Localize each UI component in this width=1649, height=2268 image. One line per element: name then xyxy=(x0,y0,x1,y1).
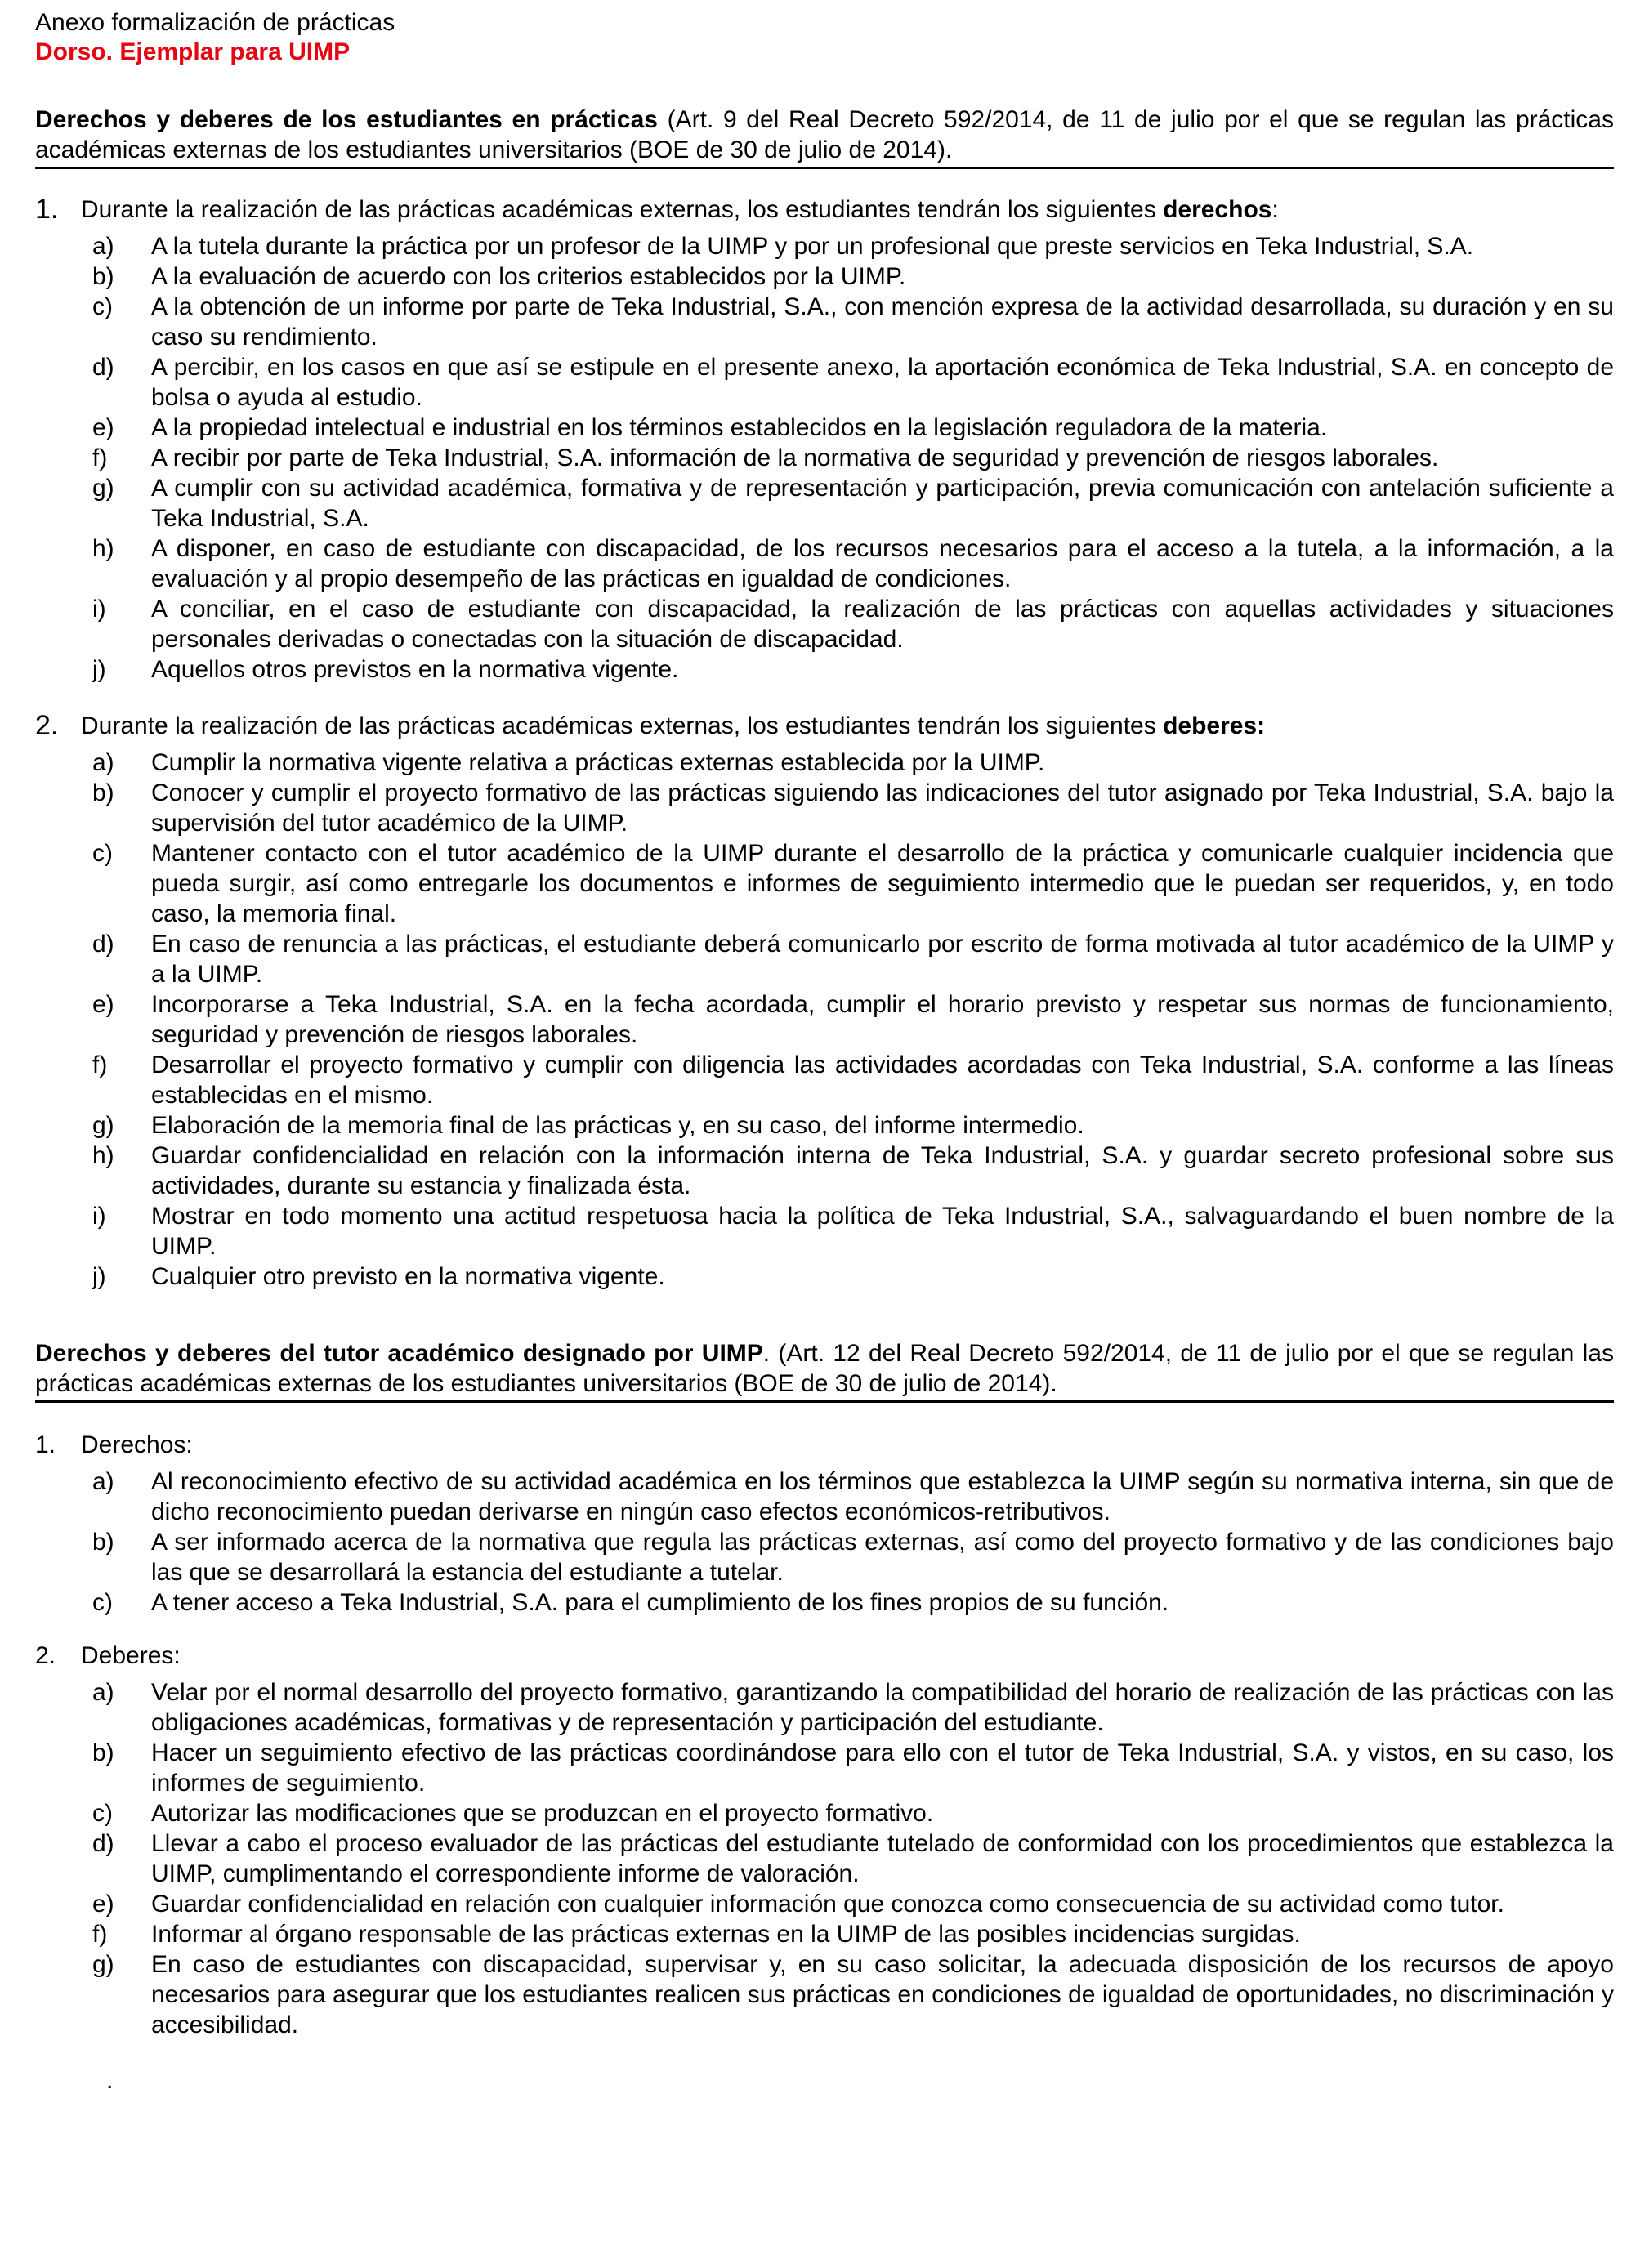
section-tutor-title: Derechos y deberes del tutor académico designado por UIMP xyxy=(35,1340,763,1367)
list-item xyxy=(35,1919,1614,1949)
item-text: A tener acceso a Teka Industrial, S.A. para el cumplimiento de los fines propios de su función. xyxy=(151,1589,1169,1616)
item-label: a) xyxy=(92,1468,114,1495)
section-students-reference: (Art. 9 del Real Decreto 592/2014, de 11 de julio por el que se regulan las prácticas académicas externas de los estudiantes universitarios (BOE de 30 de julio de 2014). xyxy=(35,106,1614,163)
document-header xyxy=(35,8,395,67)
list-item xyxy=(35,231,1614,261)
item-text: A la obtención de un informe por parte de Teka Industrial, S.A., con mención expresa de la actividad desarrollada, su duración y en su caso su rendimiento. xyxy=(151,293,1614,350)
students-duties-list xyxy=(35,748,1614,1292)
annex-title: Anexo formalización de prácticas xyxy=(35,9,395,36)
item-label: c) xyxy=(92,1589,113,1616)
item-label: f) xyxy=(92,1051,108,1078)
item-label: d) xyxy=(92,931,114,958)
list-item xyxy=(35,748,1614,778)
item-label: h) xyxy=(92,1142,114,1169)
students-rights-list xyxy=(35,231,1614,685)
item-label: g) xyxy=(92,1112,114,1139)
item-text: Guardar confidencialidad en relación con cualquier información que conozca como consecuencia de su actividad como tutor. xyxy=(151,1891,1504,1918)
item-text: Cualquier otro previsto en la normativa vigente. xyxy=(151,1263,665,1290)
item-text: Informar al órgano responsable de las prácticas externas en la UIMP de las posibles incidencias surgidas. xyxy=(151,1921,1301,1948)
list-item xyxy=(35,1738,1614,1798)
item-label: a) xyxy=(92,749,114,776)
item-text: Elaboración de la memoria final de las prácticas y, en su caso, del informe intermedio. xyxy=(151,1112,1084,1139)
trailing-mark: . xyxy=(106,2067,114,2094)
students-rights-intro xyxy=(35,194,1614,225)
tutor-duties-block xyxy=(35,1641,1614,2040)
section-students-title: Derechos y deberes de los estudiantes en prácticas xyxy=(35,106,658,133)
list-item xyxy=(35,654,1614,685)
list-item xyxy=(35,443,1614,473)
list-item xyxy=(35,1677,1614,1738)
item-label: f) xyxy=(92,1921,108,1948)
item-label: g) xyxy=(92,1951,114,1978)
list-item xyxy=(35,1261,1614,1292)
item-label: h) xyxy=(92,535,114,562)
tutor-rights-intro xyxy=(35,1430,1614,1460)
intro-after: : xyxy=(1271,196,1279,223)
item-text: A ser informado acerca de la normativa que regula las prácticas externas, así como del proyecto formativo y de las condiciones bajo las que se desarrollará la estancia del estudiante a tutelar. xyxy=(151,1529,1614,1586)
list-item xyxy=(35,1050,1614,1110)
list-item xyxy=(35,778,1614,838)
copy-designation: Dorso. Ejemplar para UIMP xyxy=(35,38,351,65)
item-number: 2. xyxy=(35,1642,56,1669)
list-item xyxy=(35,292,1614,352)
item-number: 1. xyxy=(35,1431,56,1458)
list-item xyxy=(35,1828,1614,1889)
item-label: c) xyxy=(92,1800,113,1827)
item-label: b) xyxy=(92,263,114,290)
list-item xyxy=(35,1110,1614,1141)
intro-text: Deberes: xyxy=(81,1642,181,1669)
item-label: i) xyxy=(92,596,106,623)
item-label: a) xyxy=(92,233,114,260)
item-label: j) xyxy=(92,656,106,683)
item-text: Llevar a cabo el proceso evaluador de las prácticas del estudiante tutelado de conformidad con los procedimientos que establezca la UIMP, cumplimentando el correspondiente informe de valoración. xyxy=(151,1830,1614,1887)
item-text: Hacer un seguimiento efectivo de las prácticas coordinándose para ello con el tutor de Teka Industrial, S.A. y vistos, en su caso, los informes de seguimiento. xyxy=(151,1739,1614,1797)
list-item xyxy=(35,1141,1614,1201)
tutor-rights-list xyxy=(35,1467,1614,1618)
list-item xyxy=(35,1201,1614,1261)
list-item xyxy=(35,1467,1614,1527)
item-label: c) xyxy=(92,840,113,867)
item-label: e) xyxy=(92,991,114,1018)
item-label: j) xyxy=(92,1263,106,1290)
item-label: b) xyxy=(92,1529,114,1556)
item-text: Aquellos otros previstos en la normativa vigente. xyxy=(151,656,679,683)
item-label: g) xyxy=(92,475,114,502)
list-item xyxy=(35,989,1614,1050)
item-text: Mostrar en todo momento una actitud respetuosa hacia la política de Teka Industrial, S.A., salvaguardando el buen nombre de la UIMP. xyxy=(151,1203,1614,1260)
list-item xyxy=(35,352,1614,413)
list-item xyxy=(35,534,1614,594)
item-number: 1. xyxy=(35,194,59,225)
list-item xyxy=(35,1587,1614,1618)
item-text: A conciliar, en el caso de estudiante con discapacidad, la realización de las prácticas con aquellas actividades y situaciones personales derivadas o conectadas con la situación de discapacidad. xyxy=(151,596,1614,653)
item-number: 2. xyxy=(35,710,59,741)
item-label: a) xyxy=(92,1679,114,1706)
item-text: A disponer, en caso de estudiante con discapacidad, de los recursos necesarios para el acceso a la tutela, a la información, a la evaluación y al propio desempeño de las prácticas en igualdad de condiciones. xyxy=(151,535,1614,592)
item-text: A cumplir con su actividad académica, formativa y de representación y participación, previa comunicación con antelación suficiente a Teka Industrial, S.A. xyxy=(151,475,1614,532)
item-text: Guardar confidencialidad en relación con la información interna de Teka Industrial, S.A. y guardar secreto profesional sobre sus actividades, durante su estancia y finalizada ésta. xyxy=(151,1142,1614,1199)
item-label: b) xyxy=(92,779,114,806)
section-students-heading xyxy=(35,105,1614,169)
item-label: f) xyxy=(92,444,108,471)
list-item xyxy=(35,1798,1614,1828)
item-text: A la tutela durante la práctica por un profesor de la UIMP y por un profesional que preste servicios en Teka Industrial, S.A. xyxy=(151,233,1474,260)
list-item xyxy=(35,838,1614,929)
section-tutor-reference: . (Art. 12 del Real Decreto 592/2014, de 11 de julio por el que se regulan las prácticas académicas externas de los estudiantes universitarios (BOE de 30 de julio de 2014). xyxy=(35,1340,1614,1397)
intro-text: Derechos: xyxy=(81,1431,193,1458)
list-item xyxy=(35,1527,1614,1587)
list-item xyxy=(35,929,1614,989)
item-text: Mantener contacto con el tutor académico de la UIMP durante el desarrollo de la práctica y comunicarle cualquier incidencia que pueda surgir, así como entregarle los documentos e informes de seguimiento intermedio que le puedan ser requeridos, y, en todo caso, la memoria final. xyxy=(151,840,1614,927)
item-label: d) xyxy=(92,354,114,381)
item-text: Incorporarse a Teka Industrial, S.A. en la fecha acordada, cumplir el horario previsto y respetar sus normas de funcionamiento, seguridad y prevención de riesgos laborales. xyxy=(151,991,1614,1048)
list-item xyxy=(35,1889,1614,1919)
item-text: Autorizar las modificaciones que se produzcan en el proyecto formativo. xyxy=(151,1800,934,1827)
item-text: A la evaluación de acuerdo con los criterios establecidos por la UIMP. xyxy=(151,263,906,290)
item-text: Desarrollar el proyecto formativo y cumplir con diligencia las actividades acordadas con Teka Industrial, S.A. conforme a las líneas establecidas en el mismo. xyxy=(151,1051,1614,1109)
item-label: i) xyxy=(92,1203,106,1230)
item-text: Conocer y cumplir el proyecto formativo de las prácticas siguiendo las indicaciones del tutor asignado por Teka Industrial, S.A. bajo la supervisión del tutor académico de la UIMP. xyxy=(151,779,1614,837)
item-text: Velar por el normal desarrollo del proyecto formativo, garantizando la compatibilidad del horario de realización de las prácticas con las obligaciones académicas, formativas y de representación y participación del estudiante. xyxy=(151,1679,1614,1736)
students-rights-block xyxy=(35,194,1614,685)
item-text: A percibir, en los casos en que así se estipule en el presente anexo, la aportación económica de Teka Industrial, S.A. en concepto de bolsa o ayuda al estudio. xyxy=(151,354,1614,411)
students-duties-intro xyxy=(35,711,1614,741)
tutor-duties-intro xyxy=(35,1641,1614,1671)
keyword-duties: deberes: xyxy=(1163,712,1266,739)
section-tutor-heading xyxy=(35,1338,1614,1403)
item-label: e) xyxy=(92,414,114,441)
list-item xyxy=(35,413,1614,443)
tutor-duties-list xyxy=(35,1677,1614,2040)
list-item xyxy=(35,473,1614,534)
item-label: b) xyxy=(92,1739,114,1766)
item-text: Cumplir la normativa vigente relativa a prácticas externas establecida por la UIMP. xyxy=(151,749,1045,776)
item-label: c) xyxy=(92,293,113,320)
list-item xyxy=(35,261,1614,292)
item-text: En caso de estudiantes con discapacidad, supervisar y, en su caso solicitar, la adecuada disposición de los recursos de apoyo necesarios para asegurar que los estudiantes realicen sus prácticas en condiciones de igualdad de oportunidades, no discriminación y accesibilidad. xyxy=(151,1951,1614,2038)
list-item xyxy=(35,1949,1614,2040)
tutor-rights-block xyxy=(35,1430,1614,1618)
students-duties-block xyxy=(35,711,1614,1292)
item-text: A la propiedad intelectual e industrial en los términos establecidos en la legislación reguladora de la materia. xyxy=(151,414,1328,441)
item-text: Al reconocimiento efectivo de su actividad académica en los términos que establezca la UIMP según su normativa interna, sin que de dicho reconocimiento puedan derivarse en ningún caso efectos económicos-retributivos. xyxy=(151,1468,1614,1525)
keyword-rights: derechos xyxy=(1163,196,1272,223)
item-text: En caso de renuncia a las prácticas, el estudiante deberá comunicarlo por escrito de forma motivada al tutor académico de la UIMP y a la UIMP. xyxy=(151,931,1614,988)
item-text: A recibir por parte de Teka Industrial, S.A. información de la normativa de seguridad y prevención de riesgos laborales. xyxy=(151,444,1439,471)
intro-text: Durante la realización de las prácticas académicas externas, los estudiantes tendrán los siguientes xyxy=(81,712,1164,739)
item-label: e) xyxy=(92,1891,114,1918)
list-item xyxy=(35,594,1614,654)
item-label: d) xyxy=(92,1830,114,1857)
intro-text: Durante la realización de las prácticas académicas externas, los estudiantes tendrán los siguientes xyxy=(81,196,1164,223)
